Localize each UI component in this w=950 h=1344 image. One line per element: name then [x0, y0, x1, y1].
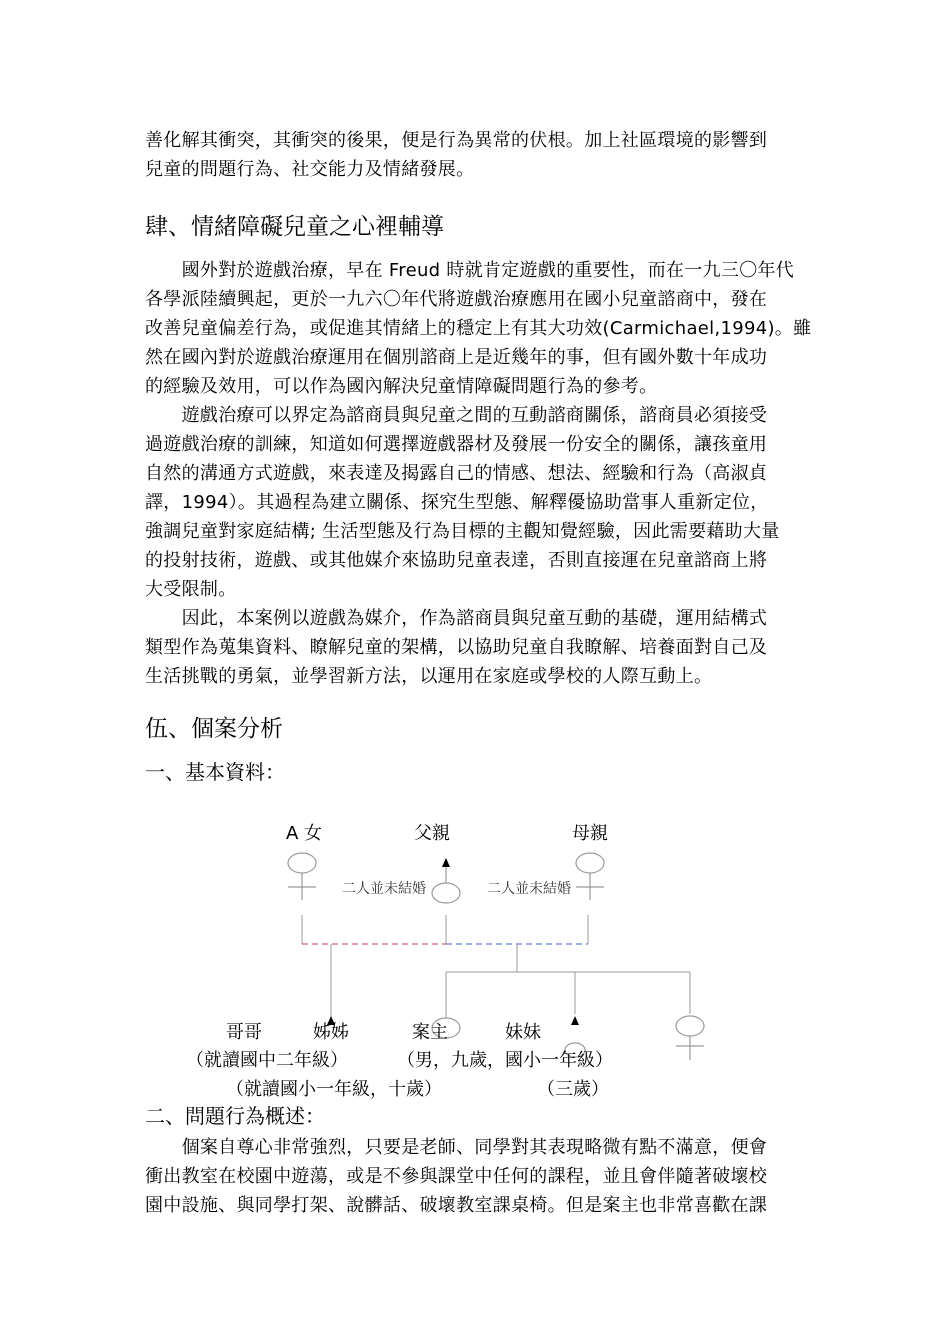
- client-note: （男，九歲，國小一年級）: [397, 1050, 613, 1071]
- s4-p2-line-7: 大受限制。: [145, 579, 237, 600]
- s4-p1-line-3: 改善兒童偏差行為，或促進其情緒上的穩定上有其大功效(Carmichael,1994)。雖: [145, 318, 812, 339]
- section-4-heading: 肆、情緒障礙兒童之心裡輔導: [145, 214, 444, 240]
- s4-p1-line-4: 然在國內對於遊戲治療運用在個別諮商上是近幾年的事，但有國外數十年成功: [145, 347, 768, 368]
- label-a-woman: A 女: [286, 823, 323, 844]
- sibling-female-symbol: [676, 1016, 704, 1060]
- section-5-heading: 伍、個案分析: [145, 716, 283, 742]
- s4-p2-line-4: 譯，1994）。其過程為建立關係、探究生型態、解釋優協助當事人重新定位，: [145, 492, 769, 513]
- a-woman-female-symbol: [288, 853, 316, 900]
- elder-sister-note: （就讀國小一年級，十歲）: [226, 1079, 442, 1100]
- unmarried-right-label: 二人並未結婚: [487, 881, 571, 897]
- s4-p2-line-2: 過遊戲治療的訓練，知道如何選擇遊戲器材及發展一份安全的關係，讓孩童用: [145, 434, 768, 455]
- s4-p2-line-1: 遊戲治療可以界定為諮商員與兒童之間的互動諮商關係，諮商員必須接受: [145, 405, 768, 426]
- s4-p1-line-2: 各學派陸續興起，更於一九六〇年代將遊戲治療應用在國小兒童諮商中，發在: [145, 289, 768, 310]
- s4-p2-line-5: 強調兒童對家庭結構; 生活型態及行為目標的主觀知覺經驗，因此需要藉助大量: [145, 521, 780, 542]
- s5-p1-line-3: 園中設施、與同學打架、說髒話、破壞教室課桌椅。但是案主也非常喜歡在課: [145, 1195, 768, 1216]
- problem-behavior-heading: 二、問題行為概述：: [145, 1104, 325, 1128]
- father-male-symbol: [432, 866, 460, 903]
- label-younger-sister: 妹妹: [505, 1022, 541, 1043]
- s4-p3-line-3: 生活挑戰的勇氣，並學習新方法，以運用在家庭或學校的人際互動上。: [145, 666, 713, 687]
- s4-p1-line-1: 國外對於遊戲治療，早在 Freud 時就肯定遊戲的重要性，而在一九三〇年代: [145, 260, 795, 281]
- label-mother: 母親: [572, 823, 608, 844]
- s4-p2-line-3: 自然的溝通方式遊戲，來表達及揭露自己的情感、想法、經驗和行為（高淑貞: [145, 463, 768, 484]
- label-elder-sister: 姊姊: [313, 1022, 349, 1043]
- s4-p1-line-5: 的經驗及效用，可以作為國內解決兒童情障礙問題行為的參考。: [145, 376, 658, 397]
- intro-line-1: 善化解其衝突，其衝突的後果，便是行為異常的伏根。加上社區環境的影響到: [145, 130, 768, 151]
- younger-sister-note: （三歲）: [537, 1079, 609, 1100]
- label-father: 父親: [414, 823, 450, 844]
- relationship-lines: [302, 915, 690, 1020]
- basic-info-heading: 一、基本資料：: [145, 760, 285, 784]
- intro-line-2: 兒童的問題行為、社交能力及情緒發展。: [145, 159, 475, 180]
- brother-note: （就讀國中二年級）: [186, 1050, 348, 1071]
- label-client: 案主: [412, 1022, 448, 1043]
- s4-p2-line-6: 的投射技術，遊戲、或其他媒介來協助兒童表達，否則直接運在兒童諮商上將: [145, 550, 768, 571]
- father-arrow-icon: [442, 858, 450, 867]
- mother-female-symbol: [576, 853, 604, 900]
- s4-p3-line-2: 類型作為蒐集資料、瞭解兒童的架構，以協助兒童自我瞭解、培養面對自己及: [145, 637, 768, 658]
- younger-sister-arrow-icon: [571, 1016, 579, 1025]
- unmarried-left-label: 二人並未結婚: [342, 881, 426, 897]
- s5-p1-line-2: 衝出教室在校園中遊蕩，或是不參與課堂中任何的課程，並且會伴隨著破壞校: [145, 1166, 768, 1187]
- s4-p3-line-1: 因此，本案例以遊戲為媒介，作為諮商員與兒童互動的基礎，運用結構式: [145, 608, 768, 629]
- s5-p1-line-1: 個案自尊心非常強烈，只要是老師、同學對其表現略微有點不滿意，便會: [145, 1137, 768, 1158]
- label-brother: 哥哥: [226, 1022, 262, 1043]
